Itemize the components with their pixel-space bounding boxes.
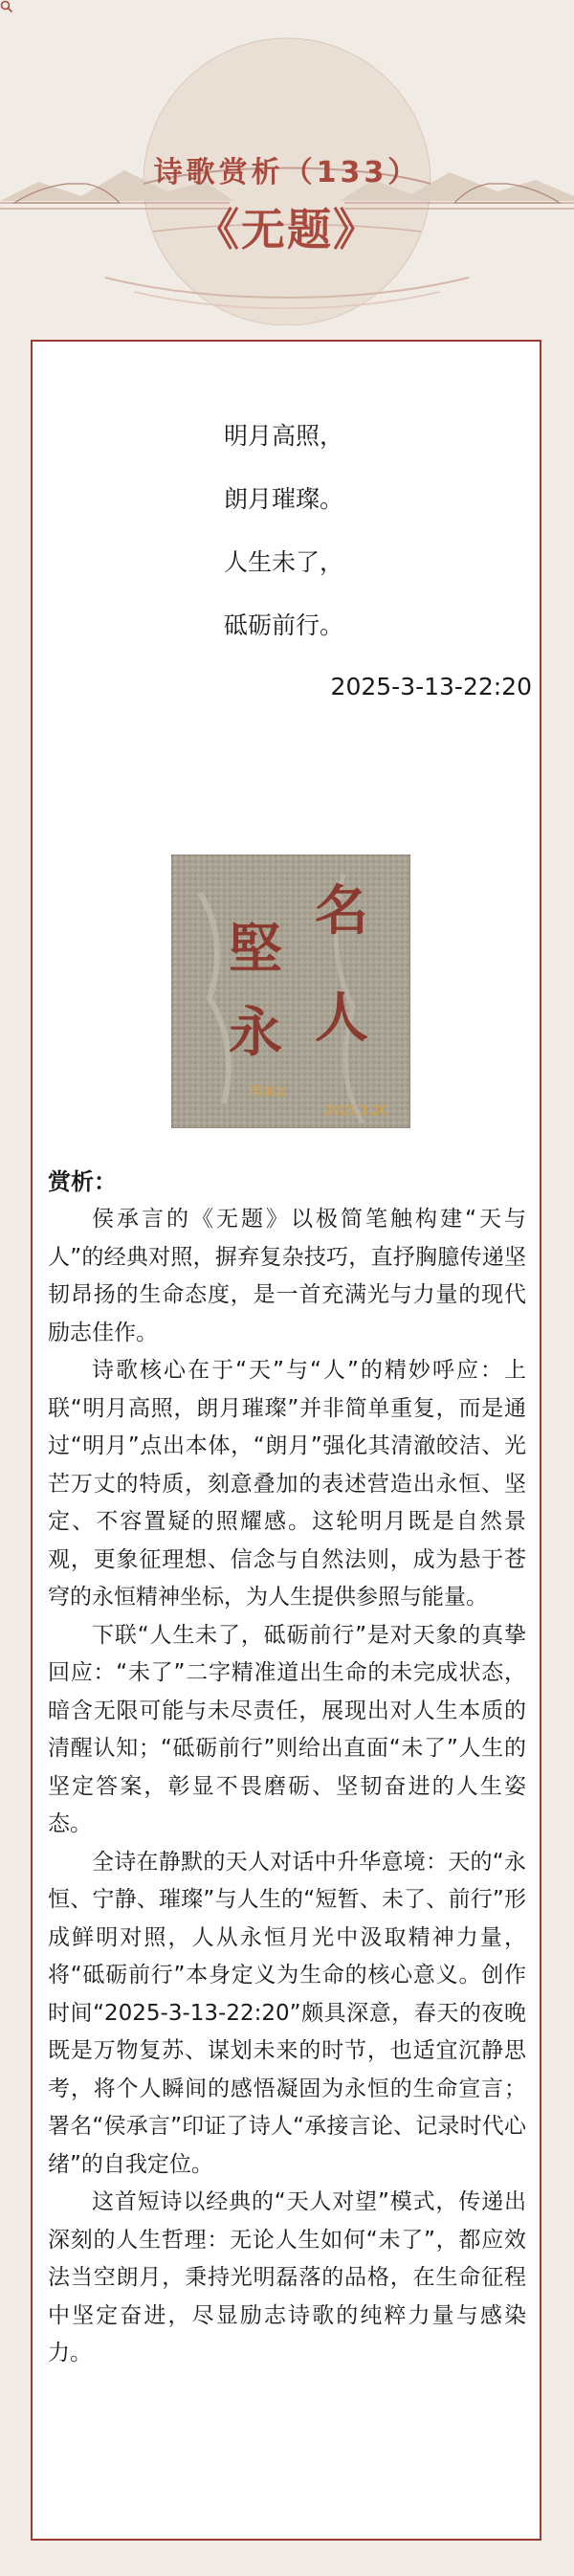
content-card	[31, 340, 541, 2541]
photo-stamp-date: 2025.3.20	[324, 1104, 388, 1119]
analysis-paragraph-3: 下联“人生未了，砥砺前行”是对天象的真挚回应：“未了”二字精准道出生命的未完成状态，暗含无限可能与未尽责任，展现出对人生本质的清醒认知；“砥砺前行”则给出直面“未了”人生的坚定答案，彰显不畏磨砺、坚韧奋进的人生姿态。	[48, 1622, 526, 1836]
poem-line-3: 人生未了，	[224, 548, 344, 576]
poem-line-2: 朗月璀璨。	[224, 485, 344, 513]
analysis-paragraph-2: 诗歌核心在于“天”与“人”的精妙呼应：上联“明月高照，朗月璀璨”并非简单重复，而是通过“明月”点出本体，“朗月”强化其清澈皎洁、光芒万丈的特质，刻意叠加的表述营造出永恒、坚定、不容置疑的照耀感。这轮明月既是自然景观，更象征理想、信念与自然法则，成为悬于苍穹的永恒精神坐标，为人生提供参照与能量。	[48, 1358, 526, 1610]
analysis-paragraph-4: 全诗在静默的天人对话中升华意境：天的“永恒、宁静、璀璨”与人生的“短暂、未了、前行”形成鲜明对照，人从永恒月光中汲取精神力量，将“砥砺前行”本身定义为生命的核心意义。创作时间“2025-3-13-22:20”颇具深意，春天的夜晚既是万物复苏、谋划未来的时节，也适宜沉静思考，将个人瞬间的感悟凝固为永恒的生命宣言；署名“侯承言”印证了诗人“承接言论、记录时代心绪”的自我定位。	[48, 1849, 526, 2177]
poem-line-4: 砥砺前行。	[224, 611, 344, 639]
carved-char-2: 堅	[229, 918, 282, 981]
photo-stamp: 侯承言	[250, 1085, 288, 1099]
header-banner	[0, 0, 574, 325]
carved-char-4: 永	[229, 1001, 282, 1064]
poem-line-1: 明月高照，	[224, 422, 344, 450]
carved-char-3: 人	[315, 987, 368, 1050]
analysis-heading: 赏析：	[48, 1168, 117, 1195]
analysis-paragraph-5: 这首短诗以经典的“天人对望”模式，传递出深刻的人生哲理：无论人生如何“未了”，都应效法当空朗月，秉持光明磊落的品格，在生命征程中坚定奋进，尽显励志诗歌的纯粹力量与感染力。	[48, 2189, 526, 2365]
carved-char-1: 名	[315, 879, 368, 943]
analysis-section	[48, 1163, 526, 2373]
search-icon	[0, 0, 13, 13]
stone-inscription-photo	[171, 855, 410, 1128]
poem-title: 《无题》	[195, 204, 379, 255]
poem-date: 2025-3-13-22:20	[330, 673, 532, 700]
series-title: 诗歌赏析（133）	[153, 156, 421, 189]
poem-body	[224, 405, 343, 657]
analysis-paragraph-1: 侯承言的《无题》以极简笔触构建“天与人”的经典对照，摒弃复杂技巧，直抒胸臆传递坚韧昂扬的生命态度，是一首充满光与力量的现代励志佳作。	[48, 1207, 526, 1345]
